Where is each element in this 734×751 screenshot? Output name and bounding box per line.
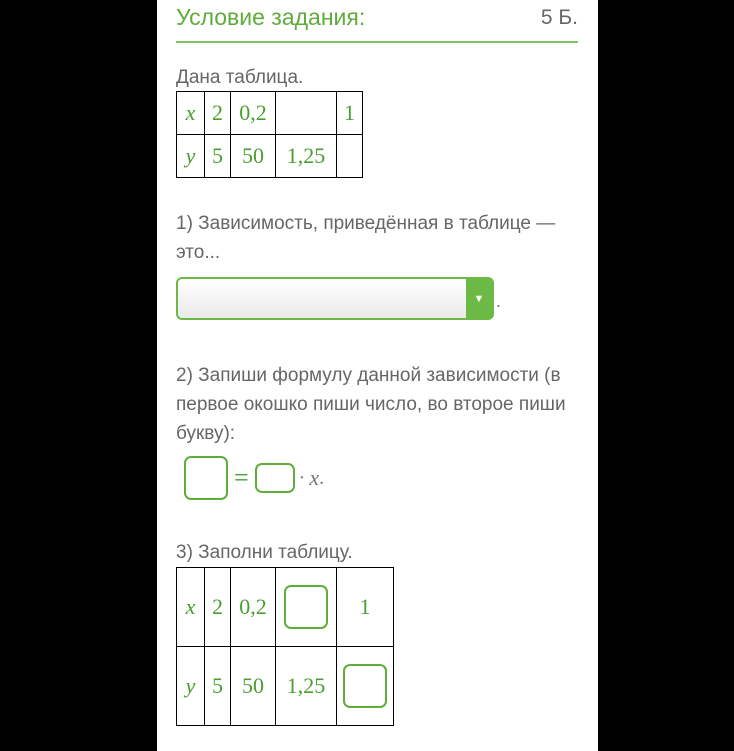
table-row <box>177 92 363 135</box>
equals-sign: = <box>234 463 249 492</box>
given-table <box>176 91 363 178</box>
select-period: . <box>496 291 502 311</box>
table-cell: 5 <box>205 647 231 726</box>
table-cell: y <box>177 135 205 178</box>
table-cell: 50 <box>231 647 276 726</box>
intro-text: Дана таблица. <box>176 67 304 88</box>
formula-period: . <box>319 466 325 489</box>
formula-variable-input[interactable] <box>255 463 295 493</box>
question-2-text: 2) Запиши формулу данной зависимости (в первое окошко пиши число, во второе пиши букву): <box>176 365 566 444</box>
table-cell <box>337 135 363 178</box>
table-row <box>177 647 394 726</box>
formula-x: x <box>309 465 320 490</box>
chevron-down-icon[interactable]: ▼ <box>466 279 492 318</box>
table-cell <box>276 568 337 647</box>
task-panel <box>157 0 598 751</box>
table-row <box>177 568 394 647</box>
table-cell: 0,2 <box>231 92 276 135</box>
question-1-text: 1) Зависимость, приведённая в таблице — это... <box>176 213 556 263</box>
table-cell: 2 <box>205 92 231 135</box>
dependency-type-select[interactable] <box>176 277 494 320</box>
table-cell: 1,25 <box>276 647 337 726</box>
table-cell: x <box>177 92 205 135</box>
table-cell <box>337 647 394 726</box>
table-cell: 2 <box>205 568 231 647</box>
question-3-text: 3) Заполни таблицу. <box>176 542 353 563</box>
formula <box>184 455 324 501</box>
table-cell <box>276 92 337 135</box>
table-y-input[interactable] <box>343 664 387 708</box>
table-cell: 0,2 <box>231 568 276 647</box>
table-cell: 1 <box>337 568 394 647</box>
task-title: Условие задания: <box>176 4 366 30</box>
table-cell: 5 <box>205 135 231 178</box>
multiply-dot: · <box>298 466 306 489</box>
table-cell: y <box>177 647 205 726</box>
table-cell: x <box>177 568 205 647</box>
table-cell: 50 <box>231 135 276 178</box>
table-x-input[interactable] <box>284 585 328 629</box>
table-cell: 1,25 <box>276 135 337 178</box>
table-cell: 1 <box>337 92 363 135</box>
task-header <box>176 0 578 43</box>
formula-coefficient-input[interactable] <box>184 456 228 500</box>
task-points: 5 Б. <box>540 6 578 29</box>
fill-table <box>176 567 394 726</box>
table-row <box>177 135 363 178</box>
